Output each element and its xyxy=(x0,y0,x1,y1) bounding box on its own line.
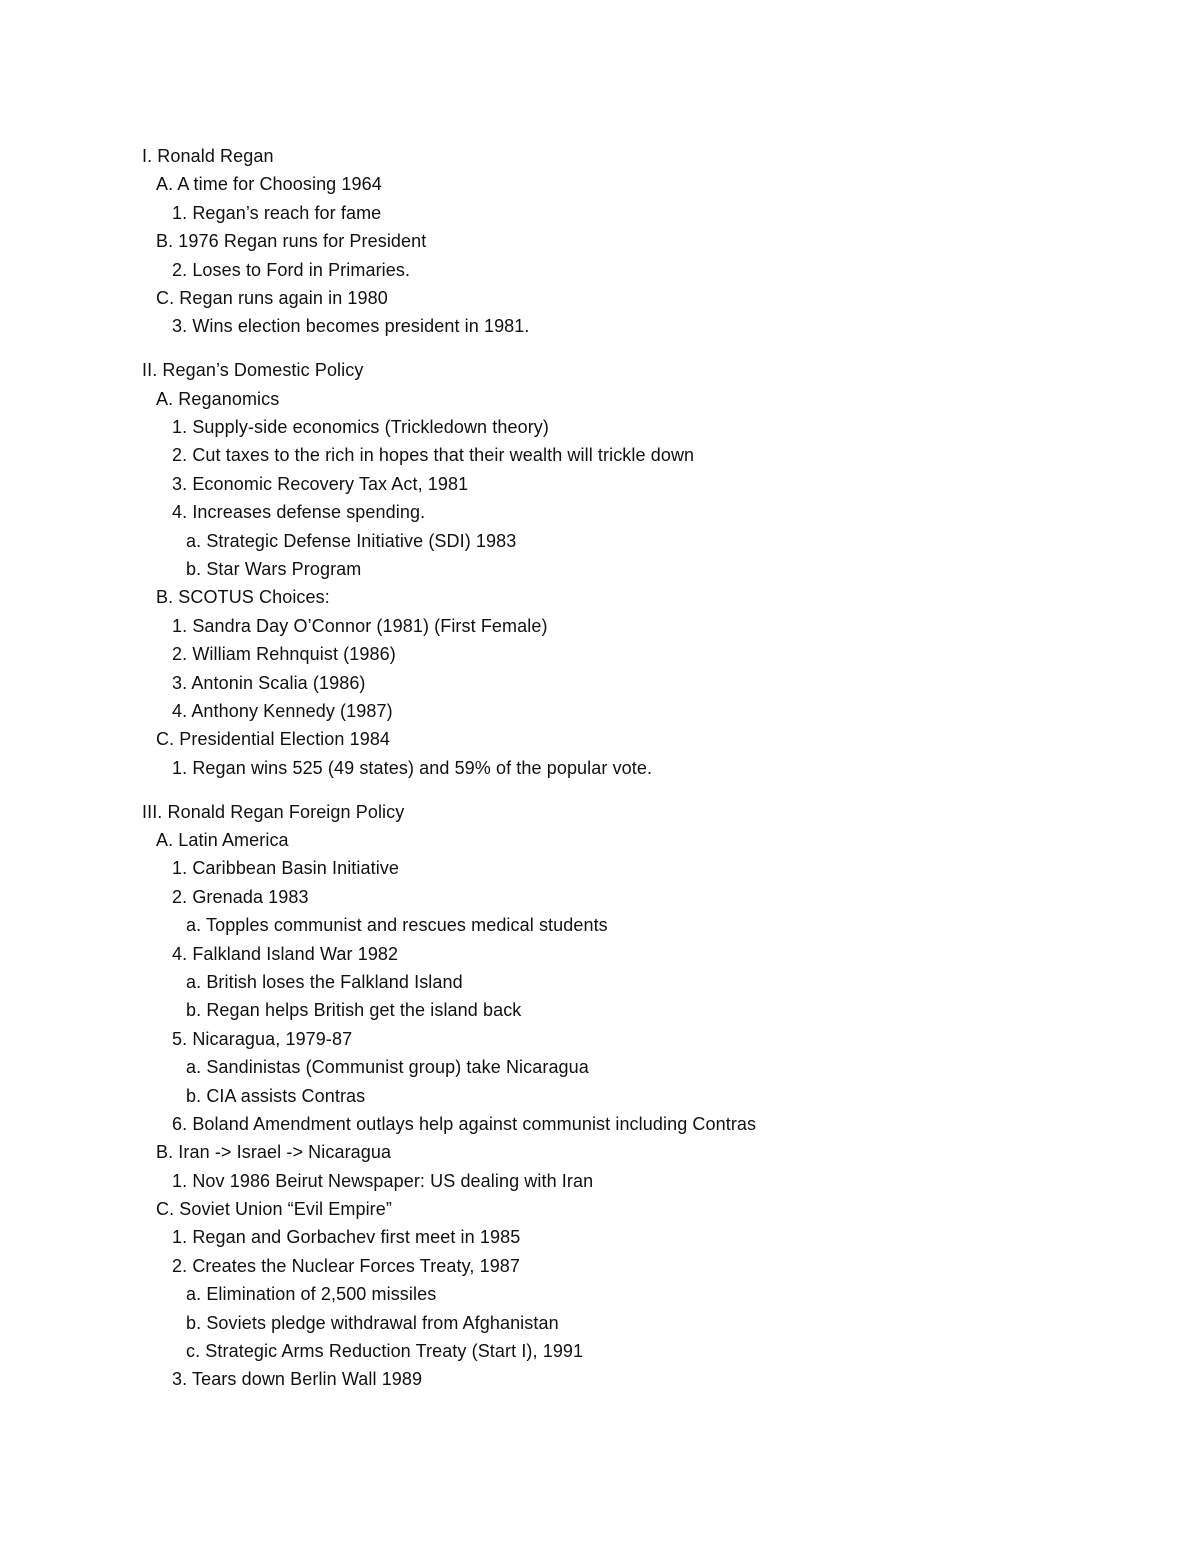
section-heading: III. Ronald Regan Foreign Policy xyxy=(142,801,405,822)
outline-item: 1. Regan’s reach for fame xyxy=(172,202,382,223)
outline-item: B. Iran -> Israel -> Nicaragua xyxy=(156,1142,392,1163)
outline-item: b. Star Wars Program xyxy=(186,558,362,579)
section-heading: I. Ronald Regan xyxy=(142,146,274,166)
outline-item: 2. William Rehnquist (1986) xyxy=(172,644,396,665)
outline-item: a. Topples communist and rescues medical students xyxy=(186,915,608,936)
outline-section xyxy=(142,798,1142,1394)
outline-item: 2. Grenada 1983 xyxy=(172,886,309,907)
outline-item: C. Soviet Union “Evil Empire” xyxy=(156,1199,392,1220)
outline-item: A. Latin America xyxy=(156,829,289,850)
outline-item: C. Presidential Election 1984 xyxy=(156,729,391,750)
outline-item: C. Regan runs again in 1980 xyxy=(156,287,388,308)
outline-item: 1. Regan wins 525 (49 states) and 59% of the popular vote. xyxy=(172,757,653,778)
outline-item: 1. Nov 1986 Beirut Newspaper: US dealing with Iran xyxy=(172,1170,594,1191)
outline xyxy=(142,142,1142,1394)
outline-item: 1. Caribbean Basin Initiative xyxy=(172,858,400,879)
outline-item: b. CIA assists Contras xyxy=(186,1085,366,1106)
outline-section xyxy=(142,142,1142,341)
outline-item: 2. Cut taxes to the rich in hopes that their wealth will trickle down xyxy=(172,445,695,466)
outline-item: B. SCOTUS Choices: xyxy=(156,587,330,608)
outline-item: 1. Sandra Day O’Connor (1981) (First Female) xyxy=(172,615,548,636)
outline-item: 1. Regan and Gorbachev first meet in 1985 xyxy=(172,1227,521,1248)
outline-item: B. 1976 Regan runs for President xyxy=(156,231,427,252)
outline-item: 2. Loses to Ford in Primaries. xyxy=(172,259,411,280)
outline-item: 3. Wins election becomes president in 1981. xyxy=(172,316,530,337)
outline-item: c. Strategic Arms Reduction Treaty (Start I), 1991 xyxy=(186,1341,584,1362)
outline-item: 6. Boland Amendment outlays help against communist including Contras xyxy=(172,1113,757,1134)
outline-item: 4. Falkland Island War 1982 xyxy=(172,943,399,964)
outline-item: 4. Anthony Kennedy (1987) xyxy=(172,700,393,721)
outline-item: a. Elimination of 2,500 missiles xyxy=(186,1284,437,1305)
outline-item: A. Reganomics xyxy=(156,388,280,409)
section-heading: II. Regan’s Domestic Policy xyxy=(142,360,364,381)
outline-item: 2. Creates the Nuclear Forces Treaty, 1987 xyxy=(172,1255,521,1276)
outline-section xyxy=(142,356,1142,782)
outline-item: b. Regan helps British get the island back xyxy=(186,1000,522,1021)
outline-item: b. Soviets pledge withdrawal from Afghanistan xyxy=(186,1312,559,1333)
outline-item: a. British loses the Falkland Island xyxy=(186,971,463,992)
outline-item: a. Sandinistas (Communist group) take Nicaragua xyxy=(186,1057,589,1078)
outline-item: 3. Antonin Scalia (1986) xyxy=(172,672,366,693)
outline-item: 5. Nicaragua, 1979-87 xyxy=(172,1028,353,1049)
outline-item: a. Strategic Defense Initiative (SDI) 1983 xyxy=(186,530,517,551)
outline-item: 3. Tears down Berlin Wall 1989 xyxy=(172,1369,423,1390)
outline-item: A. A time for Choosing 1964 xyxy=(156,174,382,195)
outline-item: 1. Supply-side economics (Trickledown theory) xyxy=(172,417,549,438)
outline-item: 4. Increases defense spending. xyxy=(172,502,426,523)
outline-item: 3. Economic Recovery Tax Act, 1981 xyxy=(172,473,469,494)
